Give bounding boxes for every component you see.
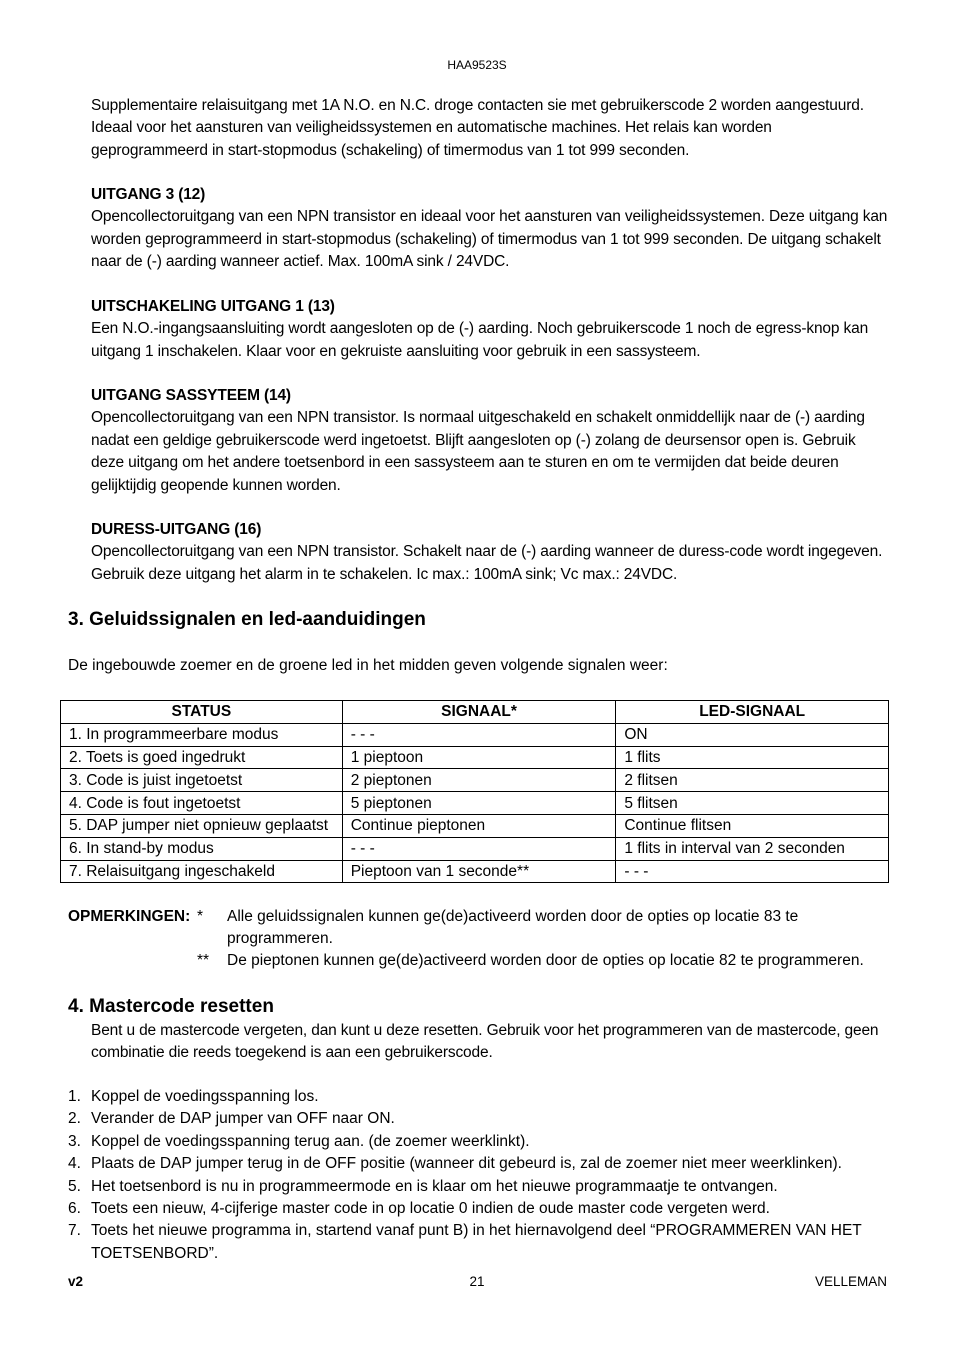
relay-output-paragraph xyxy=(91,95,891,162)
output16-block xyxy=(91,519,891,586)
signal-cell: - - - xyxy=(342,837,616,860)
footer-page-number: 21 xyxy=(469,1274,485,1289)
section4-title: 4. Mastercode resetten xyxy=(68,996,274,1017)
output14-heading: UITGANG SASSYTEEM (14) xyxy=(91,387,291,404)
output13-text: Een N.O.-ingangsaansluiting wordt aangesloten op de (-) aarding. Noch gebruikerscode 1 noch de egress-knop kan uitgang 1 inschakelen. Klaar voor en gekruiste aansluiting voor gebruik in een sassysteem. xyxy=(91,320,869,360)
remark-text-double: De pieptonen kunnen ge(de)activeerd worden door de opties op locatie 82 te programmeren. xyxy=(227,952,864,969)
status-cell: 5. DAP jumper niet opnieuw geplaatst xyxy=(61,814,343,837)
list-item xyxy=(68,1086,888,1108)
signals-table xyxy=(60,700,889,883)
section3-intro: De ingebouwde zoemer en de groene led in het midden geven volgende signalen weer: xyxy=(68,657,668,674)
output3-heading: UITGANG 3 (12) xyxy=(91,186,206,203)
output16-text: Opencollectoruitgang van een NPN transistor. Schakelt naar de (-) aarding wanneer de duress-code wordt ingegeven. Gebruik deze uitgang het alarm in te schakelen. Ic max.: 100mA sink; Vc max.: 24VDC. xyxy=(91,543,883,583)
output3-block xyxy=(91,184,891,274)
column-header-signal: SIGNAAL* xyxy=(342,701,616,724)
led-signal-cell: 5 flitsen xyxy=(616,792,889,815)
relay-output-text: Supplementaire relaisuitgang met 1A N.O. en N.C. droge contacten sie met gebruikerscode 2 worden aangestuurd. Ideaal voor het aansturen van veiligheidssystemen en automatische machines. Het relais kan worden geprogrammeerd in start-stopmodus (schakeling) of timermodus van 1 tot 999 seconden. xyxy=(91,97,864,159)
step-number: 3. xyxy=(68,1132,81,1150)
output13-heading: UITSCHAKELING UITGANG 1 (13) xyxy=(91,298,335,315)
column-header-led-signal: LED-SIGNAAL xyxy=(616,701,889,724)
output14-block xyxy=(91,385,891,497)
remark-text-single: Alle geluidssignalen kunnen ge(de)activeerd worden door de opties op locatie 83 te programmeren. xyxy=(227,908,799,948)
list-item xyxy=(68,1220,888,1265)
led-signal-cell: ON xyxy=(616,723,889,746)
table-row xyxy=(61,769,889,792)
table-row xyxy=(61,837,889,860)
table-row xyxy=(61,814,889,837)
footer-version: v2 xyxy=(68,1274,84,1289)
step-number: 6. xyxy=(68,1200,81,1218)
step-text: Koppel de voedingsspanning los. xyxy=(91,1088,319,1105)
list-item xyxy=(68,1153,888,1175)
step-text: Toets het nieuwe programma in, startend vanaf punt B) in het hiernavolgend deel “PROGRAMMEREN VAN HET TOETSENBORD”. xyxy=(91,1222,862,1262)
output3-text: Opencollectoruitgang van een NPN transistor en ideaal voor het aansturen van veiligheidssystemen. Deze uitgang kan worden geprogrammeerd in start-stopmodus (schakeling) of timermodus van 1 tot 999 seconden. De uitgang schakelt naar de (-) aarding wanneer actief. Max. 100mA sink / 24VDC. xyxy=(91,208,888,271)
led-signal-cell: - - - xyxy=(616,860,889,883)
list-item xyxy=(68,1131,888,1153)
step-text: Koppel de voedingsspanning terug aan. (de zoemer weerklinkt). xyxy=(91,1132,530,1150)
step-text: Verander de DAP jumper van OFF naar ON. xyxy=(91,1110,395,1128)
footer-brand: VELLEMAN xyxy=(814,1274,887,1289)
step-text: Toets een nieuw, 4-cijferige master code in op locatie 0 indien de oude master code vergeten werd. xyxy=(91,1200,770,1218)
led-signal-cell: 2 flitsen xyxy=(616,769,889,792)
section4-intro-block xyxy=(91,1020,891,1065)
section4-intro: Bent u de mastercode vergeten, dan kunt u deze resetten. Gebruik voor het programmeren van de mastercode, geen combinatie die reeds toegekend is aan een gebruikerscode. xyxy=(91,1022,879,1062)
led-signal-cell: 1 flits xyxy=(616,746,889,769)
list-item xyxy=(68,1198,888,1220)
signals-table-header-row xyxy=(61,701,889,724)
signal-cell: 5 pieptonen xyxy=(342,792,616,815)
output13-block xyxy=(91,296,891,363)
step-number: 5. xyxy=(68,1177,81,1195)
list-item xyxy=(68,1176,888,1198)
status-cell: 7. Relaisuitgang ingeschakeld xyxy=(61,860,343,883)
step-number: 1. xyxy=(68,1088,81,1105)
signal-cell: Continue pieptonen xyxy=(342,814,616,837)
status-cell: 2. Toets is goed ingedrukt xyxy=(61,746,343,769)
status-cell: 6. In stand-by modus xyxy=(61,837,343,860)
step-number: 4. xyxy=(68,1155,81,1173)
status-cell: 4. Code is fout ingetoetst xyxy=(61,792,343,815)
list-item xyxy=(68,1108,888,1130)
remark-marker-single: * xyxy=(197,908,204,925)
led-signal-cell: Continue flitsen xyxy=(616,814,889,837)
signal-cell: - - - xyxy=(342,723,616,746)
output16-heading: DURESS-UITGANG (16) xyxy=(91,521,262,538)
step-text: Plaats de DAP jumper terug in de OFF positie (wanneer dit gebeurd is, zal de zoemer niet meer weerklinken). xyxy=(91,1155,842,1173)
table-row xyxy=(61,746,889,769)
led-signal-cell: 1 flits in interval van 2 seconden xyxy=(616,837,889,860)
table-row xyxy=(61,723,889,746)
signal-cell: 1 pieptoon xyxy=(342,746,616,769)
column-header-status: STATUS xyxy=(61,701,343,724)
remarks-label: OPMERKINGEN: xyxy=(68,908,191,925)
signal-cell: 2 pieptonen xyxy=(342,769,616,792)
signal-cell: Pieptoon van 1 seconde** xyxy=(342,860,616,883)
output14-text: Opencollectoruitgang van een NPN transistor. Is normaal uitgeschakeld en schakelt onmiddellijk naar de (-) aarding nadat een geldige gebruikerscode werd ingetoetst. Blijft aangesloten op (-) zolang de deursensor open is. Gebruik deze uitgang om het andere toetsenbord in een sassysteem aan te sturen en om te vermijden dat beide deuren gelijktijdig geopende kunnen worden. xyxy=(91,409,865,494)
status-cell: 3. Code is juist ingetoetst xyxy=(61,769,343,792)
remark-marker-double: ** xyxy=(197,952,210,969)
table-row xyxy=(61,792,889,815)
step-number: 2. xyxy=(68,1110,81,1128)
status-cell: 1. In programmeerbare modus xyxy=(61,723,343,746)
section3-title: 3. Geluidssignalen en led-aanduidingen xyxy=(68,609,426,630)
step-text: Het toetsenbord is nu in programmeermode en is klaar om het nieuwe programmaatje te ontvangen. xyxy=(91,1177,778,1195)
table-row xyxy=(61,860,889,883)
page-header-model: HAA9523S xyxy=(447,58,507,72)
reset-steps-list xyxy=(68,1086,888,1265)
step-number: 7. xyxy=(68,1222,81,1240)
